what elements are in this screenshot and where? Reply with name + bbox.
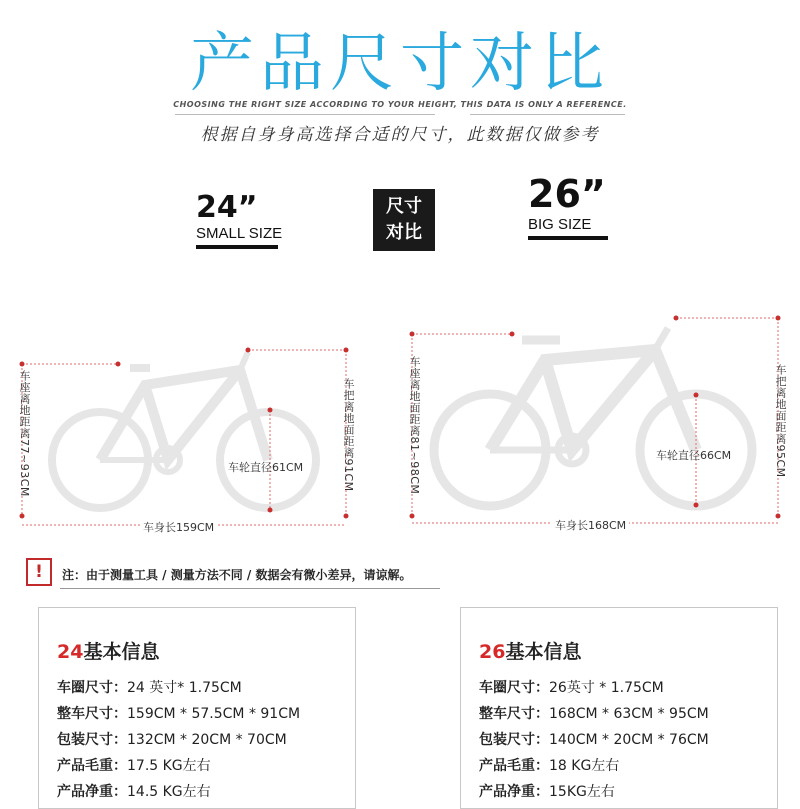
spec-key: 车圈尺寸： [57,680,127,696]
info-panel-24-title [57,637,159,664]
small-size-block [196,190,282,249]
info-panel-26-title [479,637,581,664]
spec-key: 整车尺寸： [57,706,127,722]
spec-row [57,675,300,701]
spec-key: 整车尺寸： [479,706,549,722]
page-title: 产品尺寸对比 [190,27,610,101]
info-panel-26-title-number: 26 [479,641,506,663]
divider [175,114,435,115]
compare-line-2: 对比 [386,222,422,243]
info-panel-24 [38,607,356,809]
info-panel-24-title-number: 24 [57,641,84,663]
spec-value: 132CM * 20CM * 70CM [127,732,287,748]
info-panel-24-rows [57,675,300,805]
spec-key: 车圈尺寸： [479,680,549,696]
info-panel-26-rows [479,675,709,805]
bike-24-seat-height-label: 车座离地距离77~93CM [18,370,31,497]
spec-row [479,701,709,727]
bike-26-bar-height-label: 车把离地面距离95CM [774,364,787,478]
spec-key: 包装尺寸： [479,732,549,748]
spec-value: 18 KG左右 [549,758,620,774]
info-panel-26 [460,607,778,809]
bike-24-length-label: 车身长159CM [140,519,217,535]
small-size-label: SMALL SIZE [196,225,283,242]
divider [470,114,625,115]
subtitle-chinese: 根据自身身高选择合适的尺寸，此数据仅做参考 [200,125,600,145]
spec-key: 产品毛重： [479,758,549,774]
compare-line-1: 尺寸 [386,196,422,217]
spec-value: 17.5 KG左右 [127,758,211,774]
spec-row [479,779,709,805]
spec-row [57,779,300,805]
bike-26-wheel-label: 车轮直径66CM [656,449,732,462]
bike-24-wheel-label: 车轮直径61CM [228,461,304,474]
spec-row [479,675,709,701]
spec-value: 26英寸 * 1.75CM [549,680,664,696]
spec-row [57,727,300,753]
spec-row [479,753,709,779]
spec-value: 24 英寸* 1.75CM [127,680,242,696]
spec-key: 产品净重： [57,784,127,800]
spec-value: 140CM * 20CM * 76CM [549,732,709,748]
spec-key: 产品毛重： [57,758,127,774]
spec-row [479,727,709,753]
spec-key: 产品净重： [479,784,549,800]
spec-value: 168CM * 63CM * 95CM [549,706,709,722]
big-size-block [528,172,608,240]
divider [60,588,440,589]
spec-value: 159CM * 57.5CM * 91CM [127,706,301,722]
big-size-number: 26” [528,172,606,216]
bike-26-length-label: 车身长168CM [552,517,629,533]
spec-row [57,701,300,727]
bike-24-bar-height-label: 车把离地面距离91CM [342,378,355,492]
info-panel-26-title-text: 基本信息 [505,641,582,663]
bike-26-illustration [434,328,752,506]
bike-diagrams [0,310,800,540]
spec-key: 包装尺寸： [57,732,127,748]
big-size-underline [528,236,608,240]
spec-row [57,753,300,779]
big-size-label: BIG SIZE [528,216,592,233]
spec-value: 14.5 KG左右 [127,784,211,800]
small-size-underline [196,245,278,249]
info-panel-24-title-text: 基本信息 [83,641,160,663]
bike-26-seat-height-label: 车座离地面距离81~98CM [408,356,421,495]
compare-badge [373,189,435,251]
warning-icon: ! [26,558,52,586]
bike-24-illustration [52,352,316,508]
spec-value: 15KG左右 [549,784,615,800]
notice-text: 注：由于测量工具 / 测量方法不同 / 数据会有微小差异，请谅解。 [62,568,412,582]
subtitle-english: CHOOSING THE RIGHT SIZE ACCORDING TO YOUR HEIGHT, THIS DATA IS ONLY A REFERENCE. [173,100,627,109]
small-size-number: 24” [196,190,258,225]
